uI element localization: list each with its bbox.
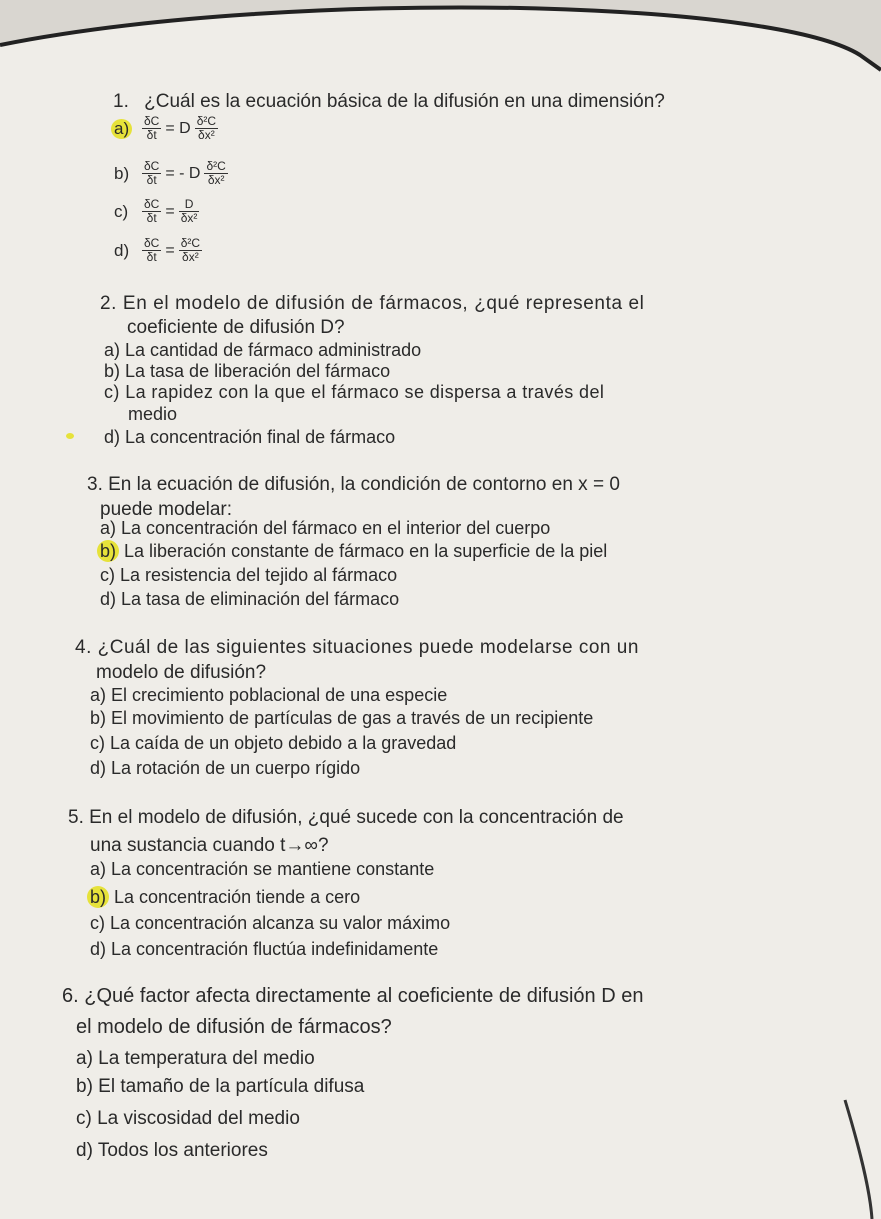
option-text: La liberación constante de fármaco en la superficie de la piel xyxy=(119,541,608,561)
q3-option-c[interactable]: c) La resistencia del tejido al fármaco xyxy=(100,565,398,585)
q4-option-b[interactable]: b) El movimiento de partículas de gas a través de un recipiente xyxy=(90,708,594,728)
fraction: $\frac{\delta C}{\delta t}$ xyxy=(144,159,160,187)
option-letter: c) xyxy=(114,201,129,221)
q3-stem-line2: puede modelar: xyxy=(100,499,233,520)
fraction: $\frac{D}{\text{δx²}}$ xyxy=(180,197,198,225)
option-letter: d) xyxy=(114,240,130,260)
q3-option-b[interactable] xyxy=(100,540,607,562)
q1-option-a[interactable] xyxy=(114,115,220,142)
q3-stem-line1: 3. En la ecuación de difusión, la condición de contorno en x = 0 xyxy=(87,474,620,495)
question-text: ¿Cuál es la ecuación básica de la difusión en una dimensión? xyxy=(144,91,665,112)
q4-option-d[interactable]: d) La rotación de un cuerpo rígido xyxy=(90,758,361,778)
option-text: La concentración tiende a cero xyxy=(109,887,361,907)
q2-option-d[interactable]: d) La concentración final de fármaco xyxy=(104,427,396,447)
q4-option-a[interactable]: a) El crecimiento poblacional de una especie xyxy=(90,685,448,705)
q6-option-a[interactable]: a) La temperatura del medio xyxy=(76,1048,315,1069)
option-letter: b) xyxy=(114,163,130,183)
fraction: $\frac{\text{δ²C}}{\text{δx²}}$ xyxy=(180,236,201,264)
q2-stem-line2: coeficiente de difusión D? xyxy=(127,317,345,338)
q6-stem-line2: el modelo de difusión de fármacos? xyxy=(76,1016,392,1038)
q6-option-b[interactable]: b) El tamaño de la partícula difusa xyxy=(76,1076,365,1097)
highlight-mark xyxy=(66,433,74,439)
q3-option-a[interactable]: a) La concentración del fármaco en el interior del cuerpo xyxy=(100,518,551,538)
fraction: $\frac{\delta C}{\delta t}$ xyxy=(144,114,160,142)
q5-option-a[interactable]: a) La concentración se mantiene constante xyxy=(90,859,435,879)
equation-operator: = - D xyxy=(165,164,201,182)
question-1 xyxy=(113,90,665,113)
fraction: $\frac{\delta C}{\delta t}$ xyxy=(144,197,160,225)
q3-option-d[interactable]: d) La tasa de eliminación del fármaco xyxy=(100,589,400,609)
question-number: 1. xyxy=(113,91,129,112)
q5-stem-line2: una sustancia cuando t→∞? xyxy=(90,835,329,856)
q5-stem-line1: 5. En el modelo de difusión, ¿qué sucede con la concentración de xyxy=(68,807,624,828)
equation-operator: = xyxy=(165,202,175,220)
q6-option-d[interactable]: d) Todos los anteriores xyxy=(76,1140,268,1161)
q6-option-c[interactable]: c) La viscosidad del medio xyxy=(76,1108,300,1129)
q6-stem-line1: 6. ¿Qué factor afecta directamente al coeficiente de difusión D en xyxy=(62,985,644,1007)
option-letter-highlighted: b) xyxy=(87,886,109,908)
option-letter-highlighted: b) xyxy=(97,540,119,562)
q4-option-c[interactable]: c) La caída de un objeto debido a la gravedad xyxy=(90,733,457,753)
fraction: $\frac{\text{δ²C}}{\text{δx²}}$ xyxy=(206,159,226,187)
fraction: $\frac{\delta C}{\delta t}$ xyxy=(144,236,160,264)
equation-operator: = D xyxy=(165,119,191,137)
q4-stem-line1: 4. ¿Cuál de las siguientes situaciones puede modelarse con un xyxy=(75,637,639,658)
q1-option-d[interactable] xyxy=(114,237,204,264)
q5-option-c[interactable]: c) La concentración alcanza su valor máximo xyxy=(90,913,451,933)
q2-option-c[interactable]: c) La rapidez con la que el fármaco se dispersa a través del xyxy=(104,382,605,402)
option-letter-highlighted: a) xyxy=(111,119,132,139)
q2-option-a[interactable]: a) La cantidad de fármaco administrado xyxy=(104,340,422,360)
fraction: $\frac{\text{δ²C}}{\text{δx²}}$ xyxy=(196,114,217,142)
q5-option-d[interactable]: d) La concentración fluctúa indefinidamente xyxy=(90,939,439,959)
q4-stem-line2: modelo de difusión? xyxy=(96,662,267,683)
q1-option-b[interactable] xyxy=(114,160,230,187)
q2-option-c-continued: medio xyxy=(128,404,178,424)
q1-option-c[interactable] xyxy=(114,198,201,225)
equation-operator: = xyxy=(165,241,175,259)
q2-stem-line1: 2. En el modelo de difusión de fármacos, ¿qué representa el xyxy=(100,293,645,314)
q2-option-b[interactable]: b) La tasa de liberación del fármaco xyxy=(104,361,391,381)
q5-option-b[interactable] xyxy=(90,886,360,908)
